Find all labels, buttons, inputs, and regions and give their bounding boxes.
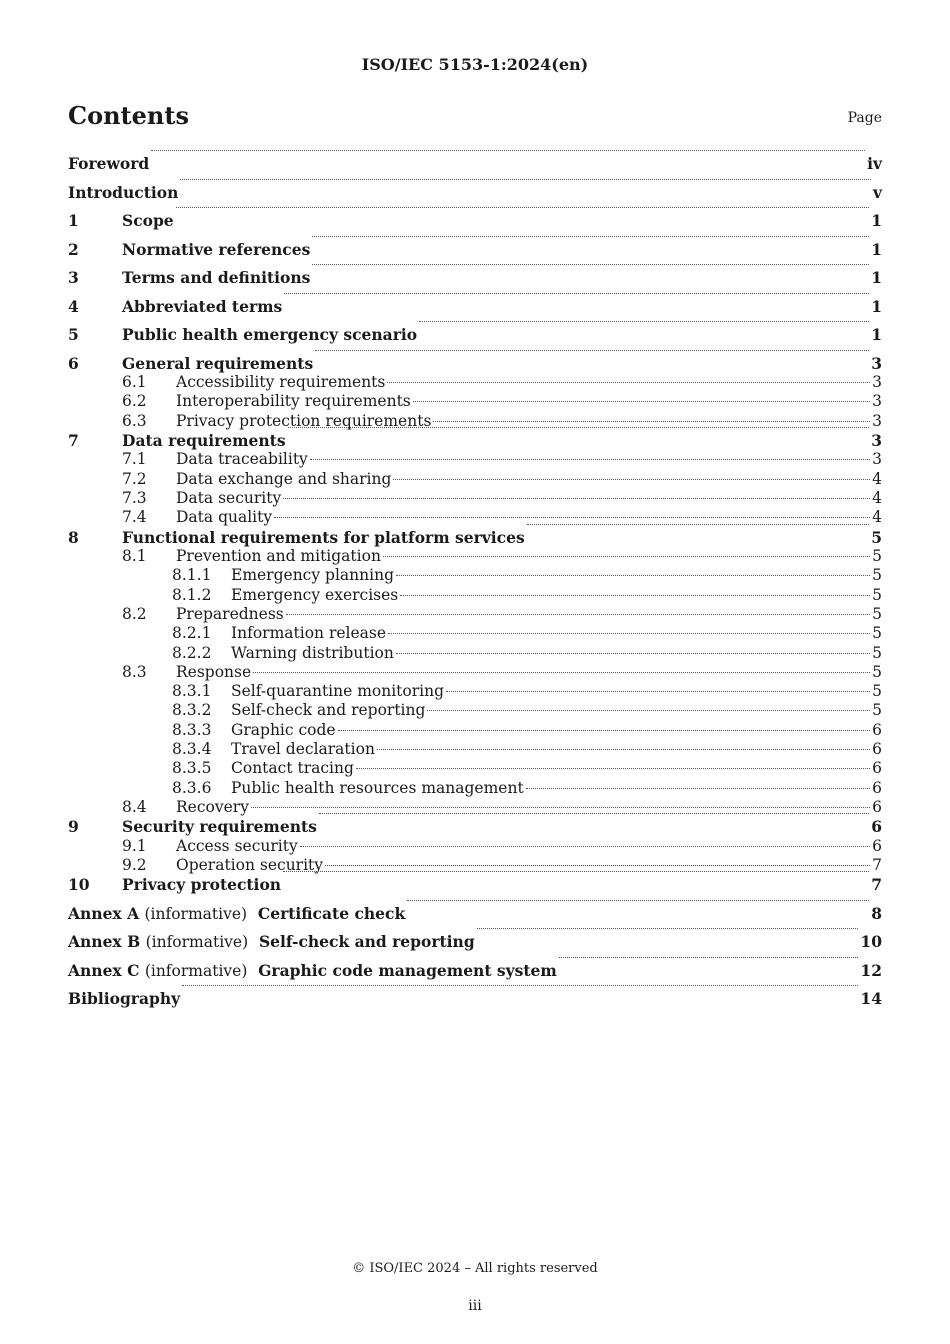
toc-entry-title: Foreword: [68, 154, 150, 173]
document-id: ISO/IEC 5153-1:2024(en): [361, 55, 589, 74]
toc-entry-title: Accessibility requirements: [176, 373, 386, 391]
toc-entry-page: 6: [872, 720, 882, 739]
dot-leader: [559, 957, 859, 958]
toc-entry-page: 6: [871, 817, 882, 837]
toc-entry-number: 2: [68, 239, 79, 259]
toc-entry-number: 8.2.1: [172, 624, 212, 643]
toc-entry-number: 4: [68, 296, 79, 316]
dot-leader: [527, 524, 870, 525]
toc-entry-page: 12: [860, 960, 882, 980]
toc-entry[interactable]: [68, 798, 882, 817]
dot-leader: [286, 614, 870, 615]
dot-leader: [325, 865, 870, 866]
toc-entry-number: 8.3.3: [172, 720, 212, 739]
annex-informative-label: (informative): [145, 933, 249, 952]
toc-entry-title: Interoperability requirements: [176, 392, 411, 411]
annex-informative-label: (informative): [144, 904, 248, 923]
copyright-footer: © ISO/IEC 2024 – All rights reserved: [352, 1261, 598, 1276]
toc-entry-number: 8.2: [122, 604, 147, 623]
contents-heading: Contents: [68, 101, 189, 130]
toc-entry-page: 1: [871, 296, 882, 316]
toc-entry-page: 8: [871, 903, 882, 923]
toc-entry[interactable]: [68, 682, 882, 701]
dot-leader: [182, 985, 858, 986]
toc-entry-number: 8.1: [122, 547, 147, 566]
toc-entry-title: Prevention and mitigation: [176, 547, 381, 566]
toc-entry-number: 9.2: [122, 856, 147, 875]
toc-entry-page: 3: [871, 353, 882, 373]
toc-entry[interactable]: [68, 412, 882, 431]
dot-leader: [315, 350, 869, 351]
toc-entry-page: 14: [860, 989, 882, 1009]
dot-leader: [180, 179, 871, 180]
toc-entry-page: 4: [872, 469, 882, 488]
toc-entry-page: 5: [872, 566, 882, 585]
toc-entry-page: 5: [872, 604, 882, 623]
toc-entry[interactable]: [68, 508, 882, 527]
page-column-label: Page: [847, 110, 882, 126]
page-number: iii: [468, 1298, 482, 1314]
toc-entry-number: 8.4: [122, 797, 147, 816]
toc-entry-title: Emergency exercises: [231, 585, 399, 604]
toc-entry-page: 7: [872, 856, 882, 875]
toc-entry[interactable]: [68, 431, 882, 451]
toc-entry-number: 8.3.2: [172, 701, 212, 720]
toc-entry[interactable]: [68, 450, 882, 469]
toc-entry-page: 3: [872, 411, 882, 430]
toc-entry[interactable]: [68, 528, 882, 548]
toc-entry[interactable]: [68, 779, 882, 798]
toc-entry-title: Graphic code: [231, 720, 336, 739]
toc-entry-number: 8.3.6: [172, 778, 212, 797]
toc-entry[interactable]: [68, 644, 882, 663]
toc-entry-title: Introduction: [68, 182, 179, 202]
annex-title: Self-check and reporting: [258, 932, 475, 952]
toc-entry-title: Bibliography: [68, 989, 181, 1009]
toc-entry-number: 6: [68, 353, 79, 373]
toc-entry-page: 5: [871, 527, 882, 547]
toc-entry[interactable]: [68, 856, 882, 875]
annex-title: Certificate check: [257, 903, 406, 923]
dot-leader: [338, 730, 871, 731]
toc-entry-page: 5: [872, 701, 882, 720]
toc-entry-number: 5: [68, 325, 79, 344]
toc-entry-title: Access security: [176, 836, 298, 855]
toc-entry-title: General requirements: [122, 353, 314, 373]
toc-entry-title: Operation security: [176, 856, 324, 875]
toc-entry-title: Abbreviated terms: [122, 296, 283, 316]
toc-entry[interactable]: [68, 354, 882, 374]
toc-entry[interactable]: [68, 586, 882, 605]
dot-leader: [176, 207, 870, 208]
dot-leader: [383, 556, 870, 557]
toc-entry[interactable]: [68, 663, 882, 682]
toc-entry-page: 6: [872, 836, 882, 855]
toc-entry-title: Privacy protection: [122, 875, 282, 895]
toc-entry-page: 5: [872, 682, 882, 701]
toc-entry[interactable]: [68, 489, 882, 508]
annex-informative-label: (informative): [144, 961, 248, 980]
toc-entry-page: 7: [871, 875, 882, 895]
dot-leader: [288, 427, 870, 428]
dot-leader: [283, 871, 869, 872]
toc-entry[interactable]: [68, 605, 882, 624]
table-of-contents: [68, 154, 882, 1018]
toc-entry-title: Information release: [231, 624, 387, 643]
toc-entry-number: 7.4: [122, 508, 147, 527]
toc-entry[interactable]: [68, 740, 882, 759]
toc-entry-title: Terms and definitions: [122, 268, 311, 287]
toc-entry-number: 8.1.1: [172, 566, 212, 585]
toc-entry-page: v: [872, 182, 882, 202]
annex-label: Annex B: [68, 932, 141, 952]
toc-entry-title: [68, 904, 405, 924]
toc-entry-number: 8.1.2: [172, 585, 212, 604]
dot-leader: [300, 846, 870, 847]
toc-entry-page: 5: [872, 624, 882, 643]
toc-entry-number: 7.3: [122, 488, 147, 507]
toc-entry-page: 10: [860, 932, 882, 952]
toc-entry-page: 6: [872, 778, 882, 797]
toc-entry-page: 3: [872, 373, 882, 391]
dot-leader: [356, 768, 870, 769]
toc-entry-number: 1: [68, 211, 79, 230]
dot-leader: [387, 382, 870, 383]
toc-entry-number: 6.1: [122, 373, 147, 391]
dot-leader: [433, 421, 870, 422]
toc-entry-page: iv: [867, 154, 882, 173]
dot-leader: [526, 788, 870, 789]
toc-entry-page: 1: [871, 268, 882, 287]
dot-leader: [312, 264, 869, 265]
dot-leader: [446, 691, 870, 692]
toc-entry-number: 9.1: [122, 836, 147, 855]
toc-entry[interactable]: [68, 566, 882, 585]
toc-entry-number: 6.2: [122, 392, 147, 411]
toc-entry-page: 5: [872, 547, 882, 566]
toc-entry-number: 8.2.2: [172, 643, 212, 662]
toc-entry-page: 3: [872, 392, 882, 411]
toc-entry-number: 10: [68, 875, 90, 895]
toc-entry-page: 6: [872, 797, 882, 816]
toc-entry[interactable]: [68, 817, 882, 837]
toc-entry-title: Privacy protection requirements: [176, 411, 432, 430]
dot-leader: [251, 807, 870, 808]
toc-entry-title: Normative references: [122, 239, 311, 259]
dot-leader: [407, 900, 869, 901]
toc-entry-title: Data security: [176, 488, 282, 507]
toc-entry-number: 8.3.4: [172, 740, 212, 759]
toc-entry-number: 9: [68, 817, 79, 837]
toc-entry-number: 8.3: [122, 662, 147, 681]
toc-entry-number: 8.3.5: [172, 759, 212, 778]
toc-entry-title: Scope: [122, 211, 174, 230]
toc-entry-page: 5: [872, 643, 882, 662]
dot-leader: [151, 150, 865, 151]
toc-entry-page: 1: [871, 211, 882, 230]
dot-leader: [396, 575, 870, 576]
toc-entry-title: Functional requirements for platform services: [122, 527, 525, 547]
dot-leader: [419, 321, 869, 322]
toc-entry-title: Data exchange and sharing: [176, 469, 392, 488]
toc-entry-title: Response: [176, 662, 252, 681]
dot-leader: [377, 749, 870, 750]
toc-entry[interactable]: [68, 547, 882, 566]
toc-entry-title: Preparedness: [176, 604, 284, 623]
toc-entry-title: [68, 932, 475, 952]
toc-entry-title: Travel declaration: [231, 740, 375, 759]
dot-leader: [253, 672, 870, 673]
toc-entry[interactable]: [68, 701, 882, 720]
toc-entry[interactable]: [68, 721, 882, 740]
toc-entry-title: Emergency planning: [231, 566, 394, 585]
toc-entry-page: 5: [872, 585, 882, 604]
dot-leader: [388, 633, 870, 634]
dot-leader: [274, 517, 870, 518]
toc-entry-page: 5: [872, 662, 882, 681]
toc-entry-number: 7.1: [122, 450, 147, 469]
toc-entry-number: 6.3: [122, 411, 147, 430]
toc-entry-title: Self-quarantine monitoring: [231, 682, 445, 701]
toc-entry-title: Recovery: [176, 797, 249, 816]
toc-entry[interactable]: [68, 989, 882, 1018]
toc-entry-title: Warning distribution: [231, 643, 394, 662]
toc-entry-title: Public health resources management: [231, 778, 524, 797]
dot-leader: [283, 498, 870, 499]
toc-entry-number: 7: [68, 430, 79, 450]
toc-entry-number: 7.2: [122, 469, 147, 488]
toc-entry-number: 3: [68, 268, 79, 287]
toc-entry-title: Public health emergency scenario: [122, 325, 418, 344]
annex-label: Annex A: [68, 903, 140, 923]
toc-entry-title: Data traceability: [176, 450, 308, 469]
toc-entry-title: Data requirements: [122, 430, 286, 450]
dot-leader: [400, 595, 870, 596]
toc-entry-title: Security requirements: [122, 817, 317, 837]
toc-entry-page: 6: [872, 759, 882, 778]
toc-entry-page: 3: [872, 450, 882, 469]
toc-entry-page: 1: [871, 325, 882, 344]
toc-entry[interactable]: [68, 373, 882, 392]
dot-leader: [284, 293, 869, 294]
dot-leader: [310, 459, 870, 460]
toc-entry[interactable]: [68, 759, 882, 778]
toc-entry-number: 8.3.1: [172, 682, 212, 701]
dot-leader: [477, 928, 859, 929]
toc-entry[interactable]: [68, 837, 882, 856]
toc-entry-number: 8: [68, 527, 79, 547]
toc-entry[interactable]: [68, 624, 882, 643]
dot-leader: [393, 479, 870, 480]
dot-leader: [312, 236, 869, 237]
toc-entry-page: 1: [871, 239, 882, 259]
dot-leader: [396, 653, 870, 654]
toc-entry-title: Data quality: [176, 508, 273, 527]
toc-entry-title: [68, 961, 557, 981]
toc-entry-title: Contact tracing: [231, 759, 354, 778]
toc-entry-page: 4: [872, 488, 882, 507]
dot-leader: [413, 401, 870, 402]
toc-entry[interactable]: [68, 470, 882, 489]
toc-entry-title: Self-check and reporting: [231, 701, 426, 720]
dot-leader: [427, 710, 870, 711]
toc-entry-page: 6: [872, 740, 882, 759]
dot-leader: [319, 813, 869, 814]
toc-entry[interactable]: [68, 392, 882, 411]
toc-entry-page: 4: [872, 508, 882, 527]
annex-title: Graphic code management system: [258, 960, 557, 980]
annex-label: Annex C: [68, 960, 140, 980]
toc-entry-page: 3: [871, 430, 882, 450]
